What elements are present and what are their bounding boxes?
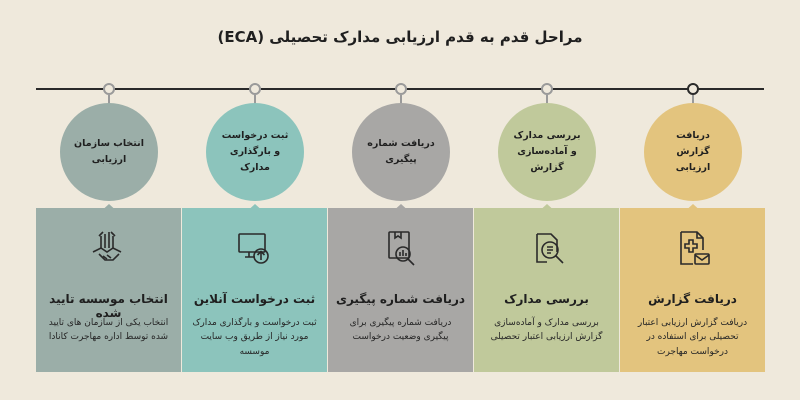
- timeline-dot-3: [395, 83, 407, 95]
- step-card-description: انتخاب یکی از سازمان های تایید شده توسط اداره مهاجرت کانادا: [48, 318, 169, 343]
- step-circle-receive-report: [644, 103, 742, 201]
- step-card-receive-report: [620, 208, 765, 372]
- step-card-review-documents: [474, 208, 619, 372]
- step-circle-label: بررسی مدارک و آماده‌سازی گزارش: [513, 129, 581, 174]
- step-card-title: دریافت شماره پیگیری: [335, 292, 466, 306]
- clipboard-search-icon: [328, 228, 473, 268]
- step-card-description: دریافت شماره پیگیری برای پیگیری وضعیت درخواست: [349, 318, 452, 343]
- step-card-title: دریافت گزارش: [648, 292, 737, 306]
- step-card-select-organization: [36, 208, 181, 372]
- medical-document-mail-icon: [620, 228, 765, 268]
- step-circle-review-documents: [498, 103, 596, 201]
- page-title: مراحل قدم به قدم ارزیابی مدارک تحصیلی (ECA): [217, 28, 583, 46]
- step-circle-label: انتخاب سازمان ارزیابی: [74, 137, 144, 165]
- timeline-dot-1: [687, 83, 699, 95]
- step-card-title: بررسی مدارک: [504, 292, 589, 306]
- step-card-online-application: [182, 208, 327, 372]
- step-card-description: بررسی مدارک و آماده‌سازی گزارش ارزیابی اعتبار تحصیلی: [490, 318, 603, 343]
- step-circle-label: ثبت درخواست و بارگذاری مدارک: [221, 129, 289, 174]
- step-card-title: انتخاب موسسه تایید شده: [49, 292, 168, 320]
- timeline-dot-2: [541, 83, 553, 95]
- step-circle-online-application: [206, 103, 304, 201]
- step-card-tracking-number: [328, 208, 473, 372]
- timeline-dot-5: [103, 83, 115, 95]
- handshake-icon: [36, 228, 181, 268]
- monitor-upload-icon: [182, 228, 327, 268]
- timeline-dot-4: [249, 83, 261, 95]
- step-card-description: ثبت درخواست و بارگذاری مدارک مورد نیاز از طریق وب سایت موسسه: [192, 318, 317, 357]
- step-card-title: ثبت درخواست آنلاین: [193, 292, 316, 306]
- step-circle-label: دریافت شماره پیگیری: [367, 137, 435, 165]
- document-magnifier-icon: [474, 228, 619, 268]
- step-circle-label: دریافت گزارش ارزیابی: [675, 129, 711, 174]
- step-circle-select-organization: [60, 103, 158, 201]
- step-card-description: دریافت گزارش ارزیابی اعتبار تحصیلی برای استفاده در درخواست مهاجرت: [637, 318, 748, 357]
- step-circle-tracking-number: [352, 103, 450, 201]
